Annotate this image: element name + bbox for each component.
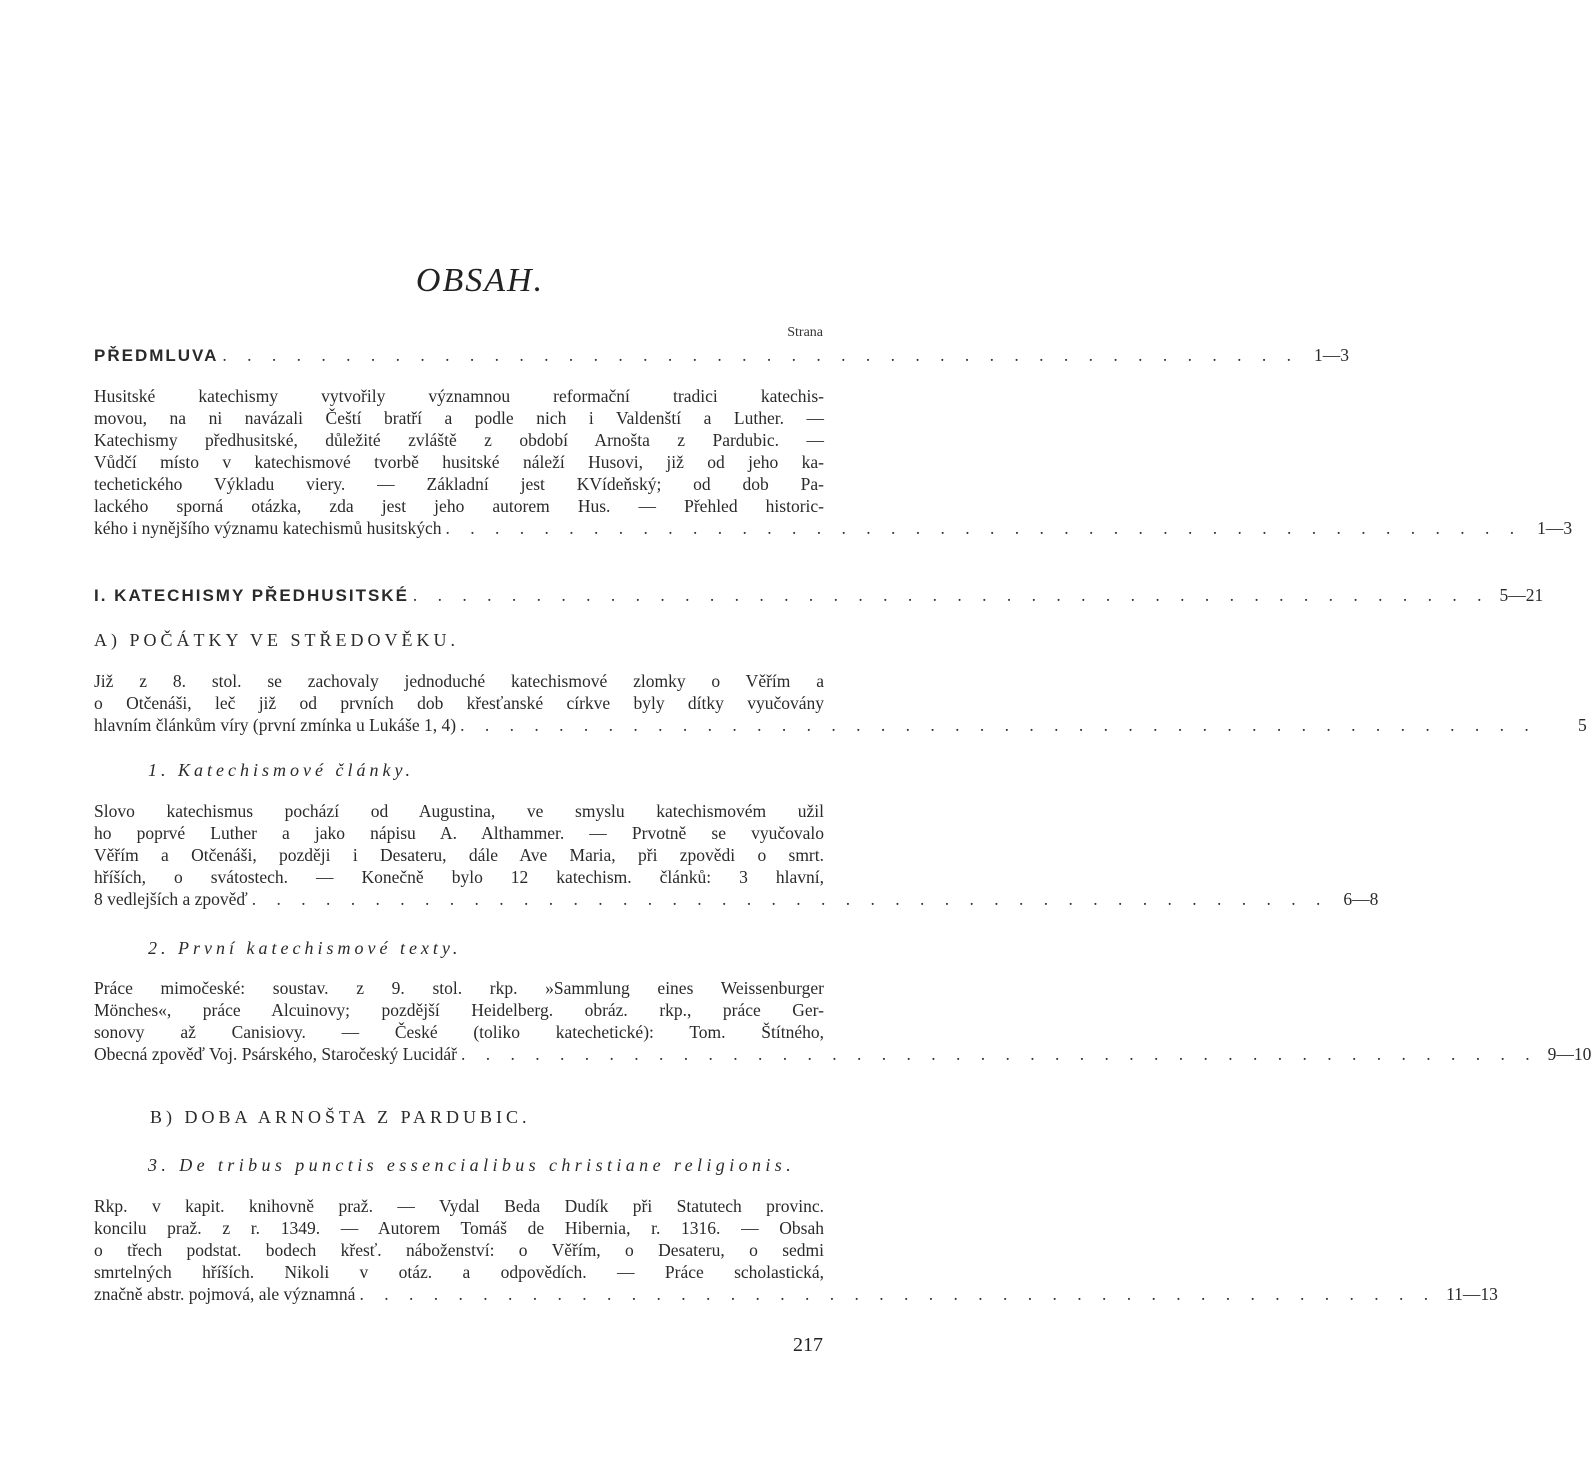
predmluva-summary: [94, 385, 1573, 539]
summary-line: movou, na ni navázali Čeští bratří a podle nich i Valdenští a Luther. —: [94, 408, 824, 428]
leader-dots: . . . . . . . . . . . . . . . . . . . . . . . . . . . . . . . . . . . . . . . . . . . .: [460, 715, 1537, 735]
summary-last-line: [94, 517, 1573, 539]
summary-line: Katechismy předhusitské, důležité zvláště z období Arnošta z Pardubic. —: [94, 430, 824, 450]
summary-line: smrtelných hříších. Nikoli v otáz. a odpovědích. — Práce scholastická,: [94, 1262, 824, 1282]
leader-dots: . . . . . . . . . . . . . . . . . . . . . . . . . . . . . . . . . . . . . . . . . . . .: [251, 889, 1329, 909]
toc-entry-predmluva[interactable]: [94, 344, 1350, 367]
section-heading-a: A) POČÁTKY VE STŘEDOVĚKU.: [94, 630, 459, 650]
toc-page-predmluva: 1—3: [1314, 345, 1350, 365]
toc-page-item-3: 11—13: [1446, 1284, 1498, 1304]
item-2-summary: [94, 977, 1591, 1065]
section-heading-b: B) DOBA ARNOŠTA Z PARDUBIC.: [150, 1107, 531, 1127]
summary-line: techetického Výkladu viery. — Základní jest KVídeňský; od dob Pa-: [94, 474, 824, 494]
summary-line: Mönches«, práce Alcuinovy; pozdější Heidelberg. obráz. rkp., práce Ger-: [94, 1000, 824, 1020]
summary-line: Rkp. v kapit. knihovně praž. — Vydal Beda Dudík při Statutech provinc.: [94, 1196, 824, 1216]
summary-line: koncilu praž. z r. 1349. — Autorem Tomáš de Hibernia, r. 1316. — Obsah: [94, 1218, 824, 1238]
page-column-label: Strana: [787, 325, 823, 340]
summary-line: hlavním článkům víry (první zmínka u Lukáše 1, 4): [94, 715, 457, 735]
summary-line: o třech podstat. bodech křesť. náboženství: o Věřím, o Desateru, o sedmi: [94, 1240, 824, 1260]
summary-line: sonovy až Canisiovy. — České (toliko katechetické): Tom. Štítného,: [94, 1022, 824, 1042]
summary-line: Obecná zpověď Voj. Psárského, Staročeský Lucidář: [94, 1044, 458, 1064]
summary-line: o Otčenáši, leč již od prvních dob křesťanské církve byly dítky vyučovány: [94, 693, 824, 713]
section-a-summary: [94, 670, 1587, 736]
summary-line: ho poprvé Luther a jako nápisu A. Althammer. — Prvotně se vyučovalo: [94, 823, 824, 843]
summary-line: Věřím a Otčenáši, později i Desateru, dále Ave Maria, při zpovědi o smrt.: [94, 845, 824, 865]
summary-line: Práce mimočeské: soustav. z 9. stol. rkp. »Sammlung eines Weissenburger: [94, 978, 824, 998]
page-title: OBSAH.: [415, 262, 545, 299]
toc-page-section-a: 5: [1577, 715, 1587, 735]
leader-dots: . . . . . . . . . . . . . . . . . . . . . . . . . . . . . . . . . . . . . . . . . . . .: [222, 345, 1300, 365]
toc-page-predmluva-summary: 1—3: [1537, 518, 1573, 538]
leader-dots: . . . . . . . . . . . . . . . . . . . . . . . . . . . . . . . . . . . . . . . . . . . .: [412, 585, 1490, 605]
toc-page-part1: 5—21: [1499, 585, 1544, 605]
item-3-summary: [94, 1195, 1498, 1305]
summary-line: Vůdčí místo v katechismové tvorbě husitské náleží Husovi, již od jeho ka-: [94, 452, 824, 472]
summary-line: značně abstr. pojmová, ale významná: [94, 1284, 356, 1304]
summary-last-line: [94, 714, 1587, 736]
summary-line: lackého sporná otázka, zda jest jeho autorem Hus. — Přehled historic-: [94, 496, 824, 516]
item-heading-2: 2. První katechismové texty.: [148, 938, 462, 958]
page-number: 217: [793, 1334, 823, 1356]
summary-line: Slovo katechismus pochází od Augustina, ve smyslu katechismovém užil: [94, 801, 824, 821]
item-heading-3: 3. De tribus punctis essencialibus christiane religionis.: [148, 1155, 796, 1175]
toc-page-item-2: 9—10: [1547, 1044, 1591, 1064]
leader-dots: . . . . . . . . . . . . . . . . . . . . . . . . . . . . . . . . . . . . . . . . . . . .: [445, 518, 1523, 538]
summary-last-line: [94, 1043, 1591, 1065]
summary-line: Již z 8. stol. se zachovaly jednoduché katechismové zlomky o Věřím a: [94, 671, 824, 691]
item-1-summary: [94, 800, 1379, 910]
summary-last-line: [94, 888, 1379, 910]
leader-dots: . . . . . . . . . . . . . . . . . . . . . . . . . . . . . . . . . . . . . . . . . . . .: [359, 1284, 1437, 1304]
toc-heading-predmluva: PŘEDMLUVA: [94, 346, 219, 365]
summary-line: kého i nynějšího významu katechismů husitských: [94, 518, 442, 538]
leader-dots: . . . . . . . . . . . . . . . . . . . . . . . . . . . . . . . . . . . . . . . . . . . .: [461, 1044, 1538, 1064]
summary-line: Husitské katechismy vytvořily významnou reformační tradici katechis-: [94, 386, 824, 406]
toc-page-item-1: 6—8: [1343, 889, 1379, 909]
summary-line: 8 vedlejších a zpověď: [94, 889, 248, 909]
toc-heading-part1: I. KATECHISMY PŘEDHUSITSKÉ: [94, 586, 409, 605]
toc-entry-part1[interactable]: [94, 584, 1544, 607]
summary-last-line: [94, 1283, 1498, 1305]
item-heading-1: 1. Katechismové články.: [148, 760, 414, 780]
summary-line: hříších, o svátostech. — Konečně bylo 12 katechism. článků: 3 hlavní,: [94, 867, 824, 887]
